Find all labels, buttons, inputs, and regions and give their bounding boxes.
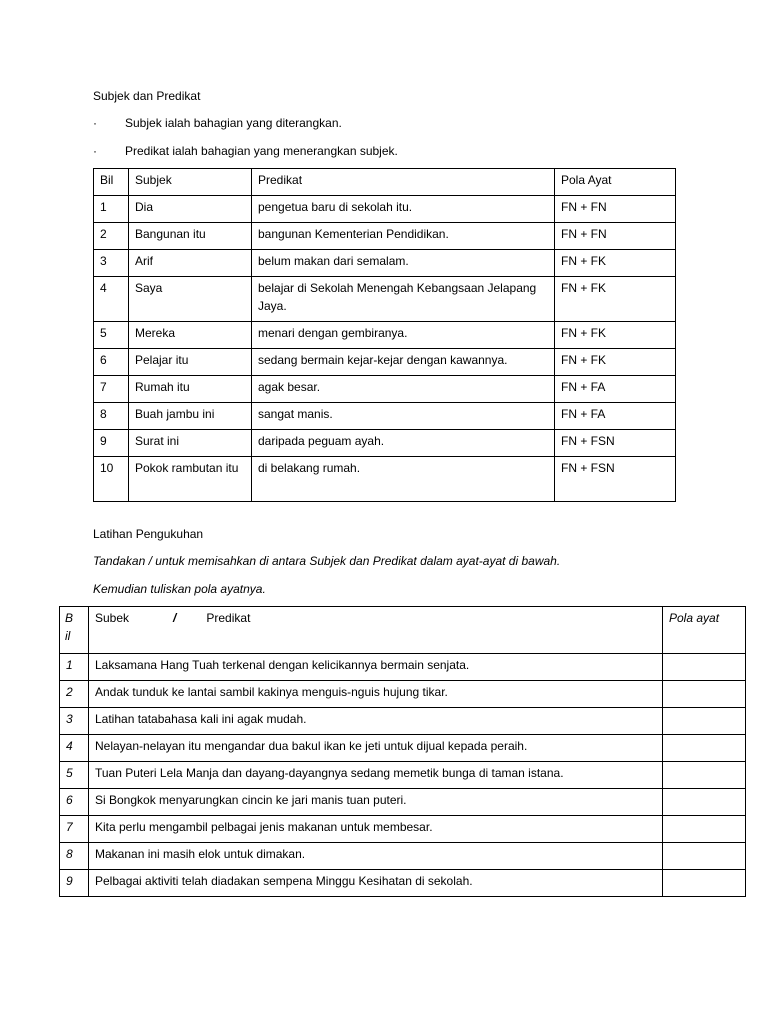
table-row: [60, 762, 746, 789]
cell-bil: 9: [60, 870, 89, 897]
table-row: [60, 789, 746, 816]
cell-pola-empty: [663, 762, 746, 789]
cell-ayat: Kita perlu mengambil pelbagai jenis makanan untuk membesar.: [89, 816, 663, 843]
section-title-latihan: Latihan Pengukuhan: [93, 527, 204, 541]
table-row: [94, 403, 676, 430]
cell-subjek: Saya: [129, 277, 252, 322]
cell-ayat: Laksamana Hang Tuah terkenal dengan kelicikannya bermain senjata.: [89, 654, 663, 681]
cell-subjek: Pelajar itu: [129, 349, 252, 376]
cell-pola: FN + FK: [555, 277, 676, 322]
header-subek: Subek: [95, 611, 130, 625]
cell-bil: 5: [94, 322, 129, 349]
header-bil-text: Bil: [65, 611, 74, 643]
section-title-subjek-predikat: Subjek dan Predikat: [93, 89, 201, 103]
cell-bil: 4: [60, 735, 89, 762]
cell-bil: 6: [94, 349, 129, 376]
cell-ayat: Andak tunduk ke lantai sambil kakinya menguis-nguis hujung tikar.: [89, 681, 663, 708]
latihan-table: [59, 606, 746, 897]
cell-bil: 4: [94, 277, 129, 322]
table-row: [94, 250, 676, 277]
cell-ayat: Pelbagai aktiviti telah diadakan sempena Minggu Kesihatan di sekolah.: [89, 870, 663, 897]
cell-subjek: Bangunan itu: [129, 223, 252, 250]
table-row: [94, 196, 676, 223]
table-row: [94, 322, 676, 349]
cell-pola: FN + FN: [555, 223, 676, 250]
table-row: [94, 457, 676, 502]
cell-bil: 7: [60, 816, 89, 843]
cell-pola-empty: [663, 843, 746, 870]
cell-predikat: menari dengan gembiranya.: [252, 322, 555, 349]
cell-subjek: Buah jambu ini: [129, 403, 252, 430]
cell-pola: FN + FA: [555, 376, 676, 403]
cell-subjek: Mereka: [129, 322, 252, 349]
cell-bil: 3: [60, 708, 89, 735]
cell-subjek: Dia: [129, 196, 252, 223]
header-predikat: Predikat: [252, 169, 555, 196]
cell-ayat: Si Bongkok menyarungkan cincin ke jari manis tuan puteri.: [89, 789, 663, 816]
table-header-row: [94, 169, 676, 196]
cell-pola-empty: [663, 654, 746, 681]
cell-bil: 8: [60, 843, 89, 870]
cell-pola: FN + FA: [555, 403, 676, 430]
cell-ayat: Makanan ini masih elok untuk dimakan.: [89, 843, 663, 870]
cell-pola: FN + FN: [555, 196, 676, 223]
cell-bil: 8: [94, 403, 129, 430]
cell-subjek: Pokok rambutan itu: [129, 457, 252, 502]
table-header-row: [60, 607, 746, 654]
cell-pola-empty: [663, 735, 746, 762]
cell-pola: FN + FK: [555, 349, 676, 376]
cell-pola-empty: [663, 870, 746, 897]
cell-subjek: Arif: [129, 250, 252, 277]
cell-subjek: Rumah itu: [129, 376, 252, 403]
instruction-text: Kemudian tuliskan pola ayatnya.: [93, 582, 266, 596]
cell-bil: 1: [60, 654, 89, 681]
cell-bil: 9: [94, 430, 129, 457]
cell-pola: FN + FSN: [555, 457, 676, 502]
cell-subjek: Surat ini: [129, 430, 252, 457]
bullet-symbol: ·: [93, 116, 97, 130]
bullet-text: Predikat ialah bahagian yang menerangkan subjek.: [125, 144, 398, 158]
bullet-symbol: ·: [93, 144, 97, 158]
cell-pola: FN + FK: [555, 322, 676, 349]
table-row: [60, 843, 746, 870]
cell-predikat: sangat manis.: [252, 403, 555, 430]
table-row: [60, 870, 746, 897]
table-row: [94, 430, 676, 457]
cell-predikat: di belakang rumah.: [252, 457, 555, 502]
cell-ayat: Tuan Puteri Lela Manja dan dayang-dayangnya sedang memetik bunga di taman istana.: [89, 762, 663, 789]
cell-predikat: belum makan dari semalam.: [252, 250, 555, 277]
header-slash: /: [173, 611, 177, 625]
cell-bil: 1: [94, 196, 129, 223]
cell-bil: 3: [94, 250, 129, 277]
table-row: [60, 654, 746, 681]
table-row: [94, 349, 676, 376]
cell-predikat: sedang bermain kejar-kejar dengan kawannya.: [252, 349, 555, 376]
cell-pola: FN + FSN: [555, 430, 676, 457]
table-row: [94, 376, 676, 403]
cell-bil: 2: [94, 223, 129, 250]
subjek-predikat-table: [93, 168, 676, 502]
bullet-item: [93, 116, 342, 130]
table-row: [60, 708, 746, 735]
header-pola-ayat: Pola Ayat: [555, 169, 676, 196]
cell-bil: 5: [60, 762, 89, 789]
cell-predikat: agak besar.: [252, 376, 555, 403]
cell-pola-empty: [663, 816, 746, 843]
table-row: [94, 223, 676, 250]
cell-bil: 2: [60, 681, 89, 708]
cell-bil: 10: [94, 457, 129, 502]
header-predikat: Predikat: [206, 611, 251, 625]
instruction-text: Tandakan / untuk memisahkan di antara Subjek dan Predikat dalam ayat-ayat di bawah.: [93, 554, 561, 568]
table-row: [60, 681, 746, 708]
header-subjek: Subjek: [129, 169, 252, 196]
cell-pola-empty: [663, 789, 746, 816]
cell-pola: FN + FK: [555, 250, 676, 277]
bullet-item: [93, 144, 398, 158]
cell-ayat: Latihan tatabahasa kali ini agak mudah.: [89, 708, 663, 735]
cell-bil: 7: [94, 376, 129, 403]
table-row: [94, 277, 676, 322]
cell-predikat: bangunan Kementerian Pendidikan.: [252, 223, 555, 250]
cell-predikat: pengetua baru di sekolah itu.: [252, 196, 555, 223]
header-pola-ayat: Pola ayat: [663, 607, 746, 654]
cell-pola-empty: [663, 708, 746, 735]
cell-predikat: daripada peguam ayah.: [252, 430, 555, 457]
bullet-text: Subjek ialah bahagian yang diterangkan.: [125, 116, 342, 130]
table-row: [60, 816, 746, 843]
cell-bil: 6: [60, 789, 89, 816]
cell-pola-empty: [663, 681, 746, 708]
header-bil: Bil: [94, 169, 129, 196]
cell-predikat: belajar di Sekolah Menengah Kebangsaan Jelapang Jaya.: [252, 277, 555, 322]
header-bil: [60, 607, 89, 654]
cell-ayat: Nelayan-nelayan itu mengandar dua bakul ikan ke jeti untuk dijual kepada peraih.: [89, 735, 663, 762]
header-subek-predikat: [89, 607, 663, 654]
table-row: [60, 735, 746, 762]
